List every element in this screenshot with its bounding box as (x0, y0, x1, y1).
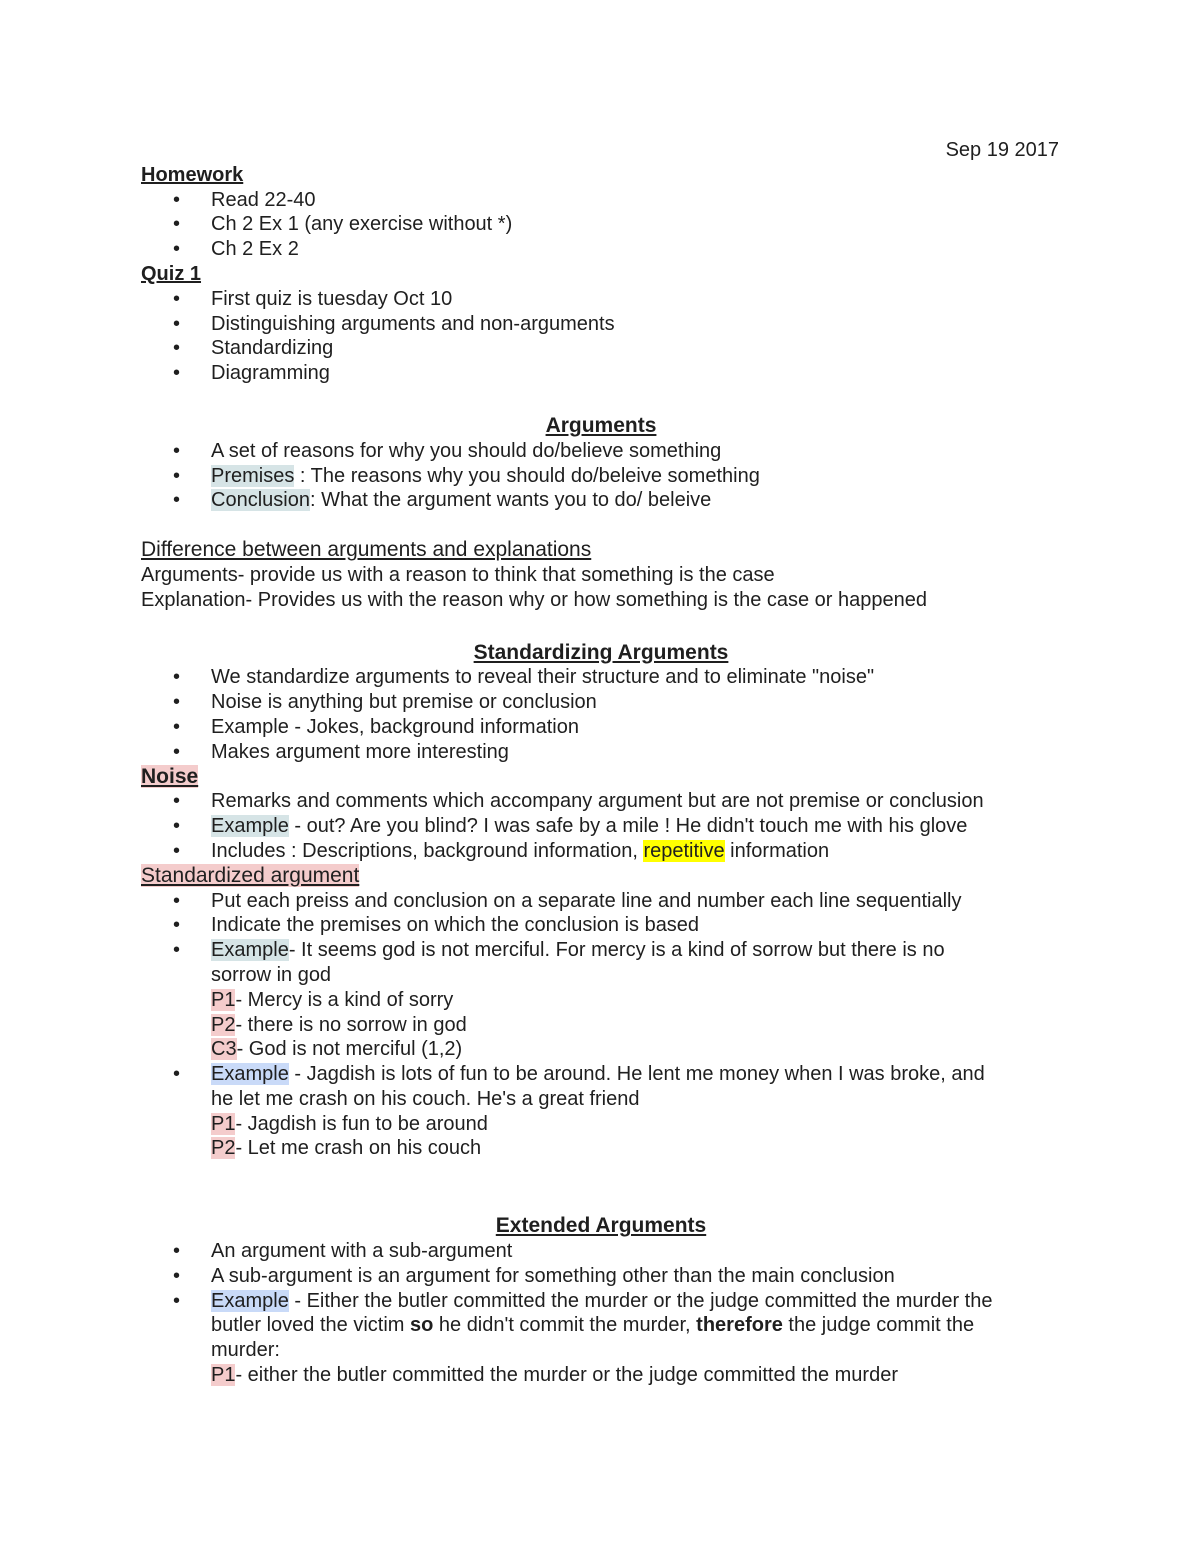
list-item: • We standardize arguments to reveal their structure and to eliminate "noise" (141, 665, 1061, 690)
list-item: • First quiz is tuesday Oct 10 (141, 287, 1061, 312)
standardized-heading-row (141, 864, 1061, 889)
example-text: - Either the butler committed the murder or the judge committed the murder the (288, 1289, 993, 1312)
standardizing-heading: Standardizing Arguments (473, 640, 729, 664)
conclusion-label: C3 (211, 1038, 237, 1061)
list-item (141, 1289, 1061, 1314)
list-item: • Diagramming (141, 361, 1061, 386)
premises-label: Premises (211, 464, 295, 487)
example-text: - out? Are you blind? I was safe by a mile ! He didn't touch me with his glove (288, 815, 968, 838)
quiz-list (141, 287, 1061, 386)
list-item (141, 1062, 1061, 1087)
extended-list (141, 1239, 1061, 1313)
list-item (141, 839, 1061, 864)
premise-line (141, 1136, 1061, 1161)
example-text: - Jagdish is lots of fun to be around. He lent me money when I was broke, and (288, 1063, 985, 1086)
list-item (141, 488, 1061, 513)
premise-text: - Jagdish is fun to be around (235, 1112, 488, 1135)
premise-line (141, 988, 1061, 1013)
difference-heading: Difference between arguments and explanations (141, 538, 592, 562)
list-item: • Ch 2 Ex 1 (any exercise without *) (141, 212, 1061, 237)
list-item: • Indicate the premises on which the conclusion is based (141, 913, 1061, 938)
continuation-text: butler loved the victim (211, 1314, 410, 1337)
example-text: - It seems god is not merciful. For mercy is a kind of sorrow but there is no (288, 939, 945, 962)
difference-line: Explanation- Provides us with the reason why or how something is the case or happened (141, 588, 928, 611)
list-item: • Example - Jokes, background information (141, 715, 1061, 740)
list-item: • Put each preiss and conclusion on a separate line and number each line sequentially (141, 889, 1061, 914)
list-item (141, 464, 1061, 489)
conclusion-text: - God is not merciful (1,2) (236, 1038, 463, 1061)
homework-list (141, 188, 1061, 262)
list-item: • Distinguishing arguments and non-arguments (141, 312, 1061, 337)
premise-label: P2 (211, 1137, 236, 1160)
list-item: • Ch 2 Ex 2 (141, 237, 1061, 262)
continuation-text: he didn't commit the murder, (433, 1314, 697, 1337)
spacer (141, 1161, 1061, 1186)
standardizing-list (141, 665, 1061, 764)
arguments-list (141, 439, 1061, 513)
standardized-list (141, 889, 1061, 963)
conclusion-line (141, 1037, 1061, 1062)
list-item: • Standardizing (141, 336, 1061, 361)
premises-text: : The reasons why you should do/beleive something (294, 464, 760, 487)
includes-text-end: information (724, 839, 830, 862)
premise-label: P1 (211, 1364, 236, 1387)
example-label: Example (211, 939, 289, 962)
example-label: Example (211, 815, 289, 838)
list-item: • A set of reasons for why you should do/believe something (141, 439, 1061, 464)
example-label: Example (211, 1063, 289, 1086)
list-item: • Makes argument more interesting (141, 740, 1061, 765)
so-keyword: so (409, 1314, 434, 1337)
arguments-heading: Arguments (545, 413, 657, 437)
continuation-line: sorrow in god (211, 963, 332, 986)
list-item (141, 814, 1061, 839)
standardized-heading: Standardized argument (141, 863, 360, 887)
therefore-keyword: therefore (696, 1314, 783, 1337)
difference-line: Arguments- provide us with a reason to think that something is the case (141, 563, 775, 586)
continuation-line (141, 1313, 1061, 1338)
list-item (141, 938, 1061, 963)
homework-heading: Homework (141, 163, 244, 186)
premise-text: - either the butler committed the murder or the judge committed the murder (235, 1364, 898, 1387)
continuation-line: he let me crash on his couch. He's a great friend (211, 1087, 640, 1110)
noise-list (141, 789, 1061, 863)
noise-heading-row (141, 765, 1061, 790)
premise-line (141, 1112, 1061, 1137)
noise-heading: Noise (141, 764, 199, 788)
premise-text: - there is no sorrow in god (235, 1013, 467, 1036)
extended-heading: Extended Arguments (495, 1214, 707, 1238)
premise-label: P1 (211, 1112, 236, 1135)
quiz-heading: Quiz 1 (141, 262, 202, 285)
conclusion-label: Conclusion (211, 489, 310, 512)
premise-line (141, 1013, 1061, 1038)
premise-text: - Mercy is a kind of sorry (235, 988, 454, 1011)
premise-label: P2 (211, 1013, 236, 1036)
repetitive-highlight: repetitive (643, 839, 725, 862)
premise-text: - Let me crash on his couch (235, 1137, 482, 1160)
list-item: • Remarks and comments which accompany argument but are not premise or conclusion (141, 789, 1061, 814)
example-label: Example (211, 1289, 289, 1312)
list-item: • An argument with a sub-argument (141, 1239, 1061, 1264)
continuation-text: the judge commit the (782, 1314, 975, 1337)
standardized-list-2 (141, 1062, 1061, 1087)
premise-line (141, 1363, 1061, 1388)
list-item: • A sub-argument is an argument for something other than the main conclusion (141, 1264, 1061, 1289)
spacer (141, 513, 1061, 538)
date: Sep 19 2017 (945, 139, 1059, 161)
list-item: • Read 22-40 (141, 188, 1061, 213)
continuation-line: murder: (211, 1339, 280, 1362)
document-page (141, 138, 1061, 1388)
premise-label: P1 (211, 988, 236, 1011)
conclusion-text: : What the argument wants you to do/ beleive (309, 489, 712, 512)
list-item: • Noise is anything but premise or conclusion (141, 690, 1061, 715)
includes-text: Includes : Descriptions, background information, (211, 839, 644, 862)
